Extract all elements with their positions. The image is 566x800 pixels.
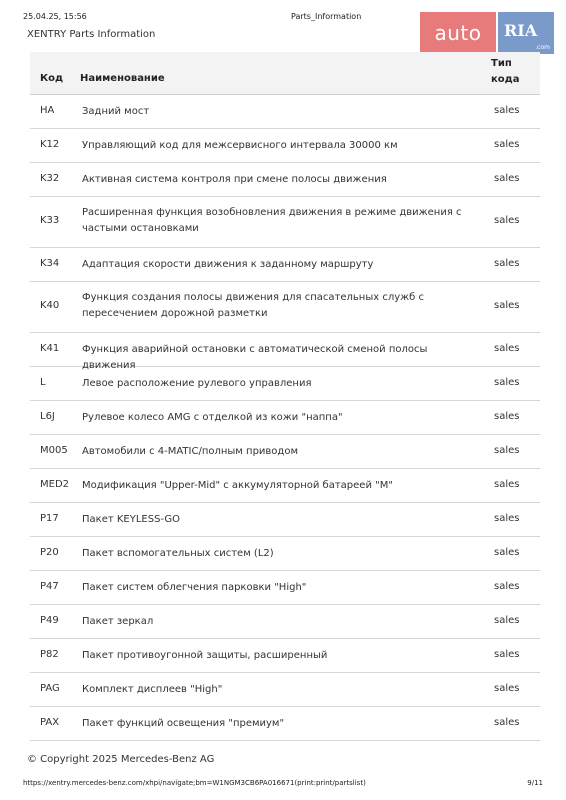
cell-code: PAX <box>40 716 60 728</box>
cell-name: Модификация "Upper-Mid" с аккумуляторной батареей "M" <box>82 479 393 491</box>
print-page-title: Parts_Information <box>291 12 362 21</box>
table-row <box>30 367 540 401</box>
cell-type: sales <box>494 342 520 354</box>
cell-type: sales <box>494 215 520 226</box>
table-row <box>30 163 540 197</box>
cell-type: sales <box>494 614 520 626</box>
cell-code: M005 <box>40 444 68 456</box>
column-header-type: Тип кода <box>491 58 520 85</box>
watermark-logo <box>420 12 554 54</box>
page-number: 9/11 <box>527 779 543 787</box>
cell-type: sales <box>494 104 520 116</box>
cell-type: sales <box>494 300 520 311</box>
cell-name: Расширенная функция возобновления движения в режиме движения с частыми остановками <box>82 207 462 234</box>
cell-name: Рулевое колесо AMG с отделкой из кожи "наппа" <box>82 411 343 423</box>
cell-code: K34 <box>40 257 60 269</box>
cell-name: Управляющий код для межсервисного интервала 30000 км <box>82 139 398 151</box>
cell-code: HA <box>40 104 55 116</box>
cell-type: sales <box>494 444 520 456</box>
watermark-ria-text: RIA <box>504 21 538 40</box>
table-row <box>30 707 540 741</box>
cell-name: Левое расположение рулевого управления <box>82 377 312 389</box>
cell-type: sales <box>494 138 520 150</box>
app-title: XENTRY Parts Information <box>27 29 156 40</box>
table-row <box>30 673 540 707</box>
watermark-auto: auto <box>420 12 496 54</box>
table-body <box>30 95 540 741</box>
table-row <box>30 469 540 503</box>
cell-type: sales <box>494 410 520 422</box>
cell-code: MED2 <box>40 478 70 490</box>
cell-code: K41 <box>40 342 60 354</box>
cell-name: Функция создания полосы движения для спасательных служб с пересечением дорожной разметки <box>82 292 424 319</box>
watermark-ria-sub: .com <box>535 44 550 51</box>
cell-name: Комплект дисплеев "High" <box>82 683 223 695</box>
table-row <box>30 248 540 282</box>
cell-name: Автомобили с 4-MATIC/полным приводом <box>82 445 299 457</box>
table-row <box>30 537 540 571</box>
cell-type: sales <box>494 648 520 660</box>
cell-type: sales <box>494 546 520 558</box>
cell-code: P17 <box>40 512 59 524</box>
table-row <box>30 571 540 605</box>
cell-name: Пакет зеркал <box>82 615 154 627</box>
parts-table <box>30 52 540 741</box>
cell-code: K12 <box>40 138 60 150</box>
cell-code: K40 <box>40 300 60 311</box>
cell-type: sales <box>494 478 520 490</box>
cell-code: K33 <box>40 215 60 226</box>
table-row <box>30 401 540 435</box>
print-url: https://xentry.mercedes-benz.com/xhpi/navigate;bm=W1NGM3CB6PA016671(print:print/partslist) <box>23 779 366 787</box>
table-row <box>30 282 540 333</box>
cell-code: K32 <box>40 172 60 184</box>
table-row <box>30 95 540 129</box>
table-header <box>30 52 540 95</box>
cell-type: sales <box>494 512 520 524</box>
cell-name: Активная система контроля при смене полосы движения <box>82 173 387 185</box>
column-header-name: Наименование <box>80 73 165 84</box>
cell-name: Функция аварийной остановки с автоматической сменой полосы движения <box>82 343 428 371</box>
cell-type: sales <box>494 172 520 184</box>
table-row <box>30 435 540 469</box>
cell-type: sales <box>494 580 520 592</box>
cell-code: P49 <box>40 614 59 626</box>
cell-type: sales <box>494 682 520 694</box>
cell-type: sales <box>494 376 520 388</box>
table-row <box>30 503 540 537</box>
cell-type: sales <box>494 716 520 728</box>
cell-name: Пакет систем облегчения парковки "High" <box>82 581 307 593</box>
watermark-ria <box>498 12 554 54</box>
cell-name: Задний мост <box>82 105 150 117</box>
cell-code: PAG <box>40 682 60 694</box>
copyright: © Copyright 2025 Mercedes-Benz AG <box>27 754 215 765</box>
table-row <box>30 197 540 248</box>
cell-name: Пакет противоугонной защиты, расширенный <box>82 649 328 661</box>
table-row <box>30 639 540 673</box>
cell-type: sales <box>494 257 520 269</box>
print-datetime: 25.04.25, 15:56 <box>23 12 87 21</box>
table-row <box>30 333 540 371</box>
column-header-code: Код <box>40 73 64 84</box>
cell-name: Пакет вспомогательных систем (L2) <box>82 547 274 559</box>
cell-code: L <box>40 376 46 388</box>
cell-name: Пакет KEYLESS-GO <box>82 513 181 525</box>
table-row <box>30 129 540 163</box>
cell-code: P47 <box>40 580 59 592</box>
table-row <box>30 605 540 639</box>
cell-code: L6J <box>40 410 55 422</box>
cell-name: Пакет функций освещения "премиум" <box>82 717 285 729</box>
cell-code: P82 <box>40 648 59 660</box>
cell-code: P20 <box>40 546 59 558</box>
cell-name: Адаптация скорости движения к заданному маршруту <box>82 258 374 270</box>
